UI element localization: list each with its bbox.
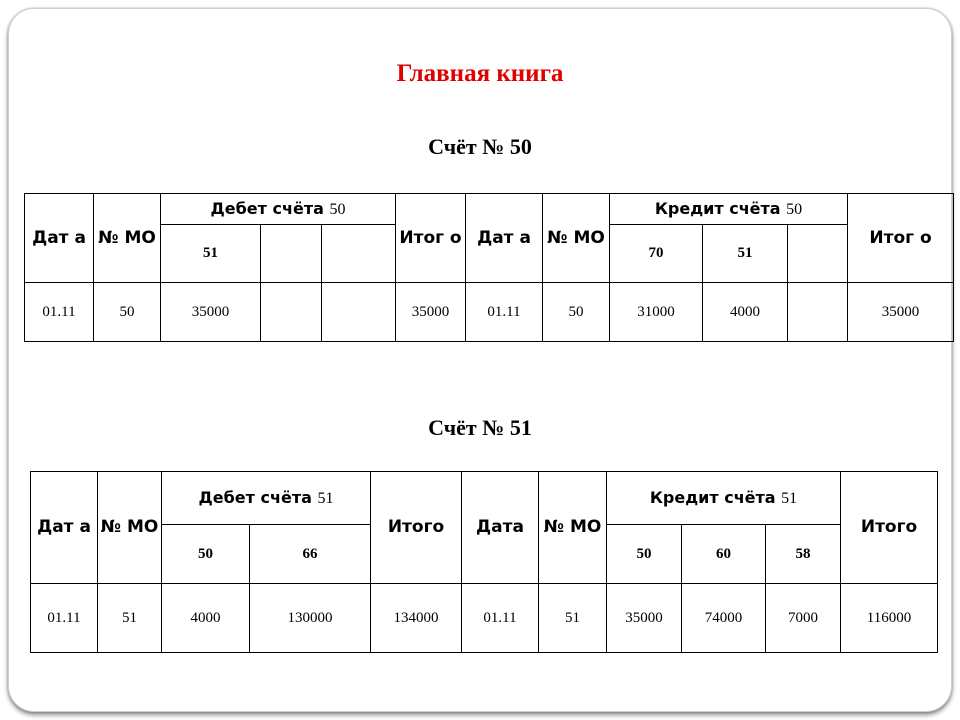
cell-mo: 50 <box>94 283 161 342</box>
cell-total-2: 116000 <box>841 584 938 653</box>
header-mo-2: № МО <box>539 472 607 584</box>
cell-debit <box>261 283 322 342</box>
table-row <box>31 584 938 653</box>
header-date: Дат а <box>31 472 98 584</box>
debit-account-col: 50 <box>162 525 250 584</box>
account-51-heading: Счёт № 51 <box>428 415 532 440</box>
header-credit-label: Кредит счёта <box>649 488 782 507</box>
header-date-2: Дат а <box>466 194 543 283</box>
cell-credit: 35000 <box>607 584 682 653</box>
cell-mo: 51 <box>98 584 162 653</box>
cell-total-2: 35000 <box>848 283 954 342</box>
header-mo: № МО <box>98 472 162 584</box>
header-total-2: Итого <box>841 472 938 584</box>
header-debit-label: Дебет счёта <box>210 199 330 218</box>
cell-credit: 74000 <box>682 584 766 653</box>
header-debit-label: Дебет счёта <box>198 488 318 507</box>
header-mo-2: № МО <box>543 194 610 283</box>
header-date-2: Дата <box>462 472 539 584</box>
credit-account-col: 50 <box>607 525 682 584</box>
cell-credit: 4000 <box>703 283 788 342</box>
cell-date-2: 01.11 <box>466 283 543 342</box>
table-row <box>25 283 954 342</box>
debit-account-col: 51 <box>161 225 261 283</box>
cell-debit: 35000 <box>161 283 261 342</box>
cell-credit: 31000 <box>610 283 703 342</box>
cell-mo-2: 50 <box>543 283 610 342</box>
header-total-2: Итог о <box>848 194 954 283</box>
debit-account-col <box>322 225 396 283</box>
cell-date: 01.11 <box>25 283 94 342</box>
header-debit-account: 51 <box>317 490 334 507</box>
credit-account-col: 60 <box>682 525 766 584</box>
cell-credit: 7000 <box>766 584 841 653</box>
header-credit <box>607 472 841 525</box>
header-credit <box>610 194 848 225</box>
header-debit <box>162 472 371 525</box>
account-50-table <box>24 193 954 342</box>
cell-credit <box>788 283 848 342</box>
cell-date-2: 01.11 <box>462 584 539 653</box>
credit-account-col: 51 <box>703 225 788 283</box>
credit-account-col: 58 <box>766 525 841 584</box>
debit-account-col <box>261 225 322 283</box>
header-debit-account: 50 <box>329 201 346 218</box>
cell-mo-2: 51 <box>539 584 607 653</box>
credit-account-col <box>788 225 848 283</box>
account-51-table <box>30 471 938 653</box>
cell-total: 35000 <box>396 283 466 342</box>
credit-account-col: 70 <box>610 225 703 283</box>
cell-debit <box>322 283 396 342</box>
cell-total: 134000 <box>371 584 462 653</box>
account-50-heading: Счёт № 50 <box>428 134 532 159</box>
header-credit-label: Кредит счёта <box>654 199 787 218</box>
debit-account-col: 66 <box>250 525 371 584</box>
header-mo: № МО <box>94 194 161 283</box>
header-credit-account: 51 <box>781 490 798 507</box>
header-credit-account: 50 <box>786 201 803 218</box>
header-total: Итог о <box>396 194 466 283</box>
header-debit <box>161 194 396 225</box>
header-date: Дат а <box>25 194 94 283</box>
header-total: Итого <box>371 472 462 584</box>
cell-debit: 4000 <box>162 584 250 653</box>
cell-debit: 130000 <box>250 584 371 653</box>
cell-date: 01.11 <box>31 584 98 653</box>
page-title: Главная книга <box>396 60 564 87</box>
